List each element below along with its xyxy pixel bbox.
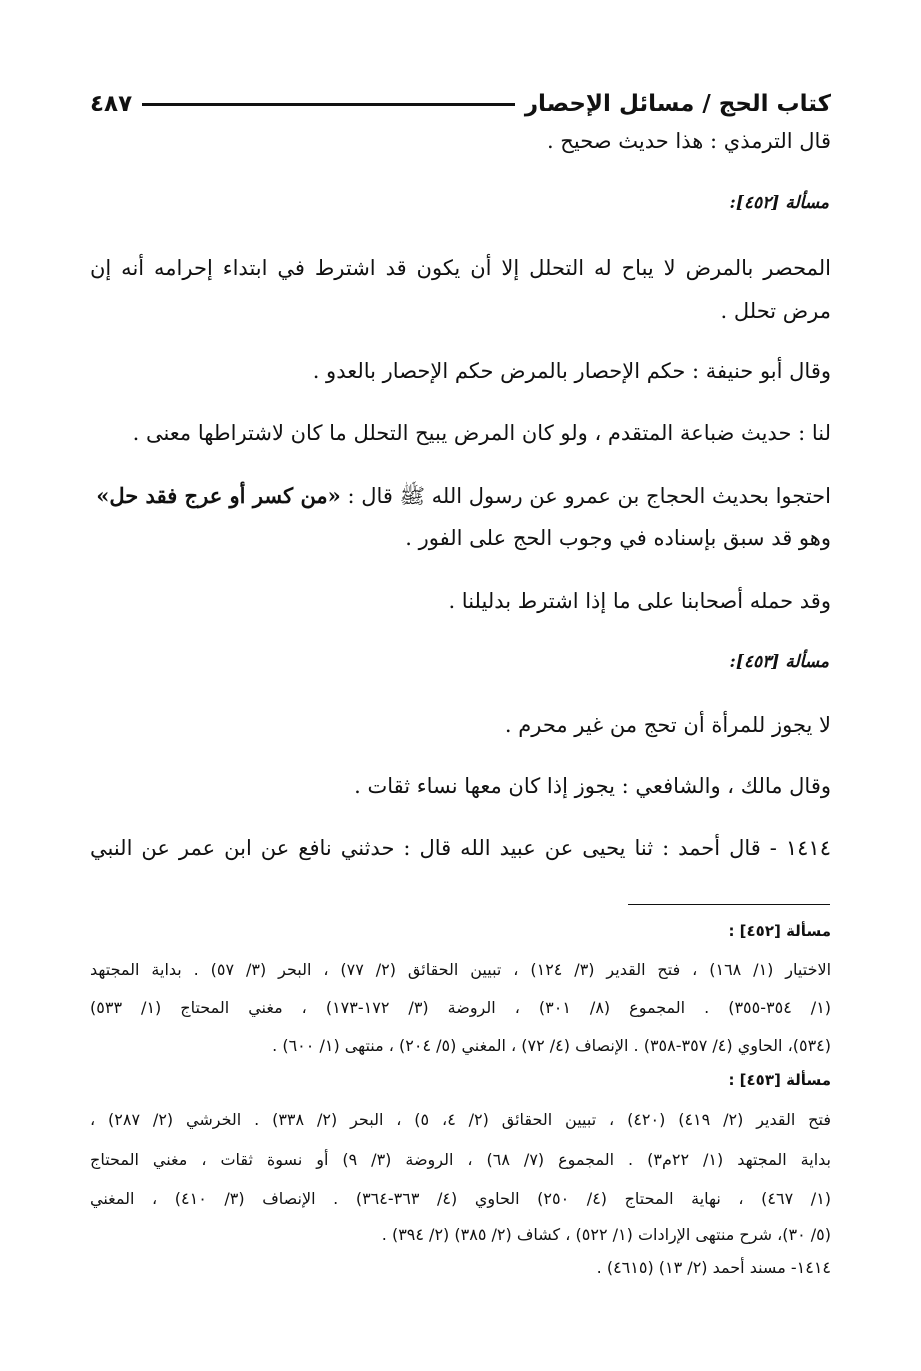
footnote-452-line-1: الاختيار (١/ ١٦٨) ، فتح القدير (٣/ ١٢٤) ، تبيين الحقائق (٢/ ٧٧) ، البحر (٣/ ٥٧) . بداية المجتهد [90,960,832,979]
footnote-452-line-3: (٥٣٤)، الحاوي (٤/ ٣٥٧-٣٥٨) . الإنصاف (٤/ ٧٢) ، المغني (٥/ ٢٠٤) ، منتهى (١/ ٦٠٠) . [272,1036,831,1055]
masala-453-heading: مسألة [٤٥٣]: [729,652,829,672]
ihtajju-line-2: وهو قد سبق بإسناده في وجوب الحج على الفور . [405,526,831,550]
footnote-453-line-1: فتح القدير (٢/ ٤١٩) (٤٢٠) ، تبيين الحقائق (٢/ ٤، ٥) ، البحر (٢/ ٣٣٨) . الخرشي (٢/ ٢٨٧) ، [90,1110,831,1129]
ihtajju-line-1-text: احتجوا بحديث الحجاج بن عمرو عن رسول الله ﷺ قال : [340,484,831,508]
hadith-text: قال أحمد : ثنا يحيى عن عبيد الله قال : حدثني نافع عن ابن عمر عن النبي [90,836,761,860]
hadith-1414-line [90,835,831,861]
footnote-453-line-2: بداية المجتهد (١/ ٢٢م٣) . المجموع (٧/ ٦٨) ، الروضة (٣/ ٩) أو نسوة ثقات ، مغني المحتاج [90,1150,831,1169]
ihtajju-line-1 [90,483,831,509]
lana-line: لنا : حديث ضباعة المتقدم ، ولو كان المرض يبيح التحلل ما كان لاشتراطها معنى . [132,421,831,445]
masala-452-heading: مسألة [٤٥٢]: [729,193,829,213]
footnote-452-heading: مسألة [٤٥٢] : [728,922,831,940]
malik-line: وقال مالك ، والشافعي : يجوز إذا كان معها نساء ثقات . [354,774,831,798]
paragraph-1-line-1: المحصر بالمرض لا يباح له التحلل إلا أن يكون قد اشترط في ابتداء إحرامه أنه إن [90,256,831,280]
hadith-number: ١٤١٤ - [760,836,831,860]
hadith-quote: «من كسر أو عرج فقد حل» [96,483,341,508]
paragraph-1-line-2: مرض تحلل . [720,299,831,323]
header-title: كتاب الحج / مسائل الإحصار [524,91,831,117]
footnote-453-heading: مسألة [٤٥٣] : [728,1071,831,1089]
tirmidhi-line: قال الترمذي : هذا حديث صحيح . [546,129,831,153]
abu-hanifa-line: وقال أبو حنيفة : حكم الإحصار بالمرض حكم الإحصار بالعدو . [312,359,831,383]
hamalahu-line: وقد حمله أصحابنا على ما إذا اشترط بدليلنا . [448,589,831,613]
running-header [90,84,831,124]
footnote-452-line-2: (١/ ٣٥٤-٣٥٥) . المجموع (٨/ ٣٠١) ، الروضة (٣/ ١٧٢-١٧٣) ، مغني المحتاج (١/ ٥٣٣) [90,998,832,1017]
la-yajuz-line: لا يجوز للمرأة أن تحج من غير محرم . [504,713,831,737]
page-number: ٤٨٧ [90,91,133,117]
footnote-453-line-4: (٥/ ٣٠)، شرح منتهى الإرادات (١/ ٥٢٢) ، كشاف (٢/ ٣٨٥) (٢/ ٣٩٤) . [381,1225,831,1244]
footnote-separator [628,904,830,905]
footnote-1414: ١٤١٤- مسند أحمد (٢/ ١٣) (٤٦١٥) . [596,1258,831,1277]
header-rule [142,103,515,106]
footnote-453-line-3: (١/ ٤٦٧) ، نهاية المحتاج (٤/ ٢٥٠) الحاوي (٤/ ٣٦٣-٣٦٤) . الإنصاف (٣/ ٤١٠) ، المغني [90,1189,832,1208]
